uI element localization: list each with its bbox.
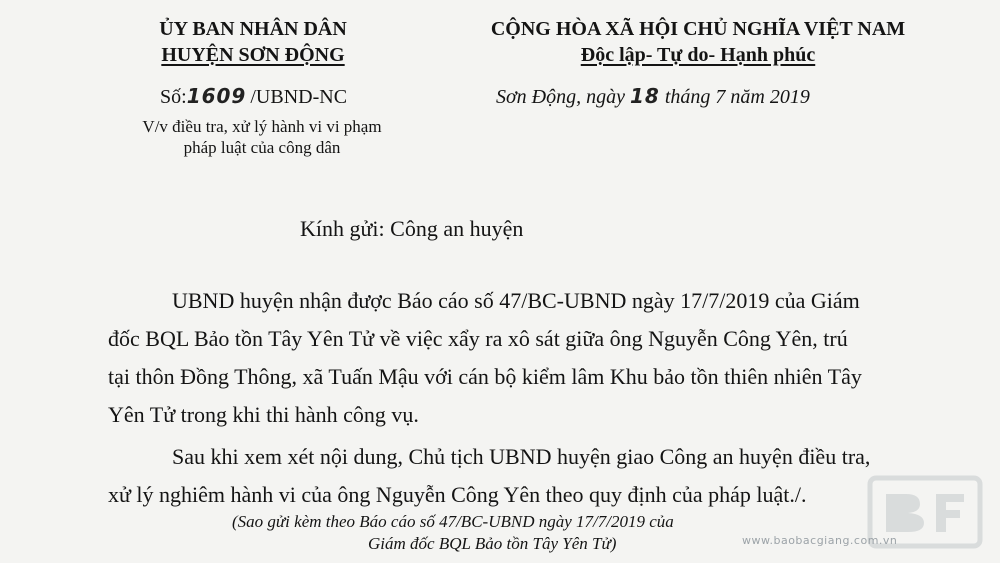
place-and-date: [496, 84, 810, 109]
watermark-url: www.baobacgiang.com.vn: [742, 534, 898, 547]
district-name-text: HUYỆN SƠN ĐỘNG: [161, 44, 345, 66]
paragraph-1-line: Yên Tử trong khi thi hành công vụ.: [108, 402, 419, 427]
body-paragraph-2: [108, 438, 946, 514]
doc-number-suffix: /UBND-NC: [250, 86, 348, 108]
enclosure-note-line-1: (Sao gửi kèm theo Báo cáo số 47/BC-UBND ngày 17/7/2019 của: [232, 512, 674, 531]
date-suffix: tháng 7 năm 2019: [664, 86, 810, 108]
enclosure-note-line-2: Giám đốc BQL Bảo tồn Tây Yên Tử): [368, 534, 617, 553]
national-motto: [428, 44, 968, 67]
date-day-handwritten: 18: [630, 84, 660, 108]
body-paragraph-1: [108, 282, 946, 434]
paragraph-1-line: UBND huyện nhận được Báo cáo số 47/BC-UBND ngày 17/7/2019 của Giám: [172, 288, 860, 313]
doc-number-handwritten: 1609: [186, 84, 247, 108]
district-name: [118, 44, 388, 67]
recipient: Kính gửi: Công an huyện: [300, 216, 524, 241]
paragraph-2-line: Sau khi xem xét nội dung, Chủ tịch UBND huyện giao Công an huyện điều tra,: [172, 444, 871, 469]
document-number: [160, 84, 347, 109]
republic-title: CỘNG HÒA XÃ HỘI CHỦ NGHĨA VIỆT NAM: [490, 18, 906, 40]
date-prefix: Sơn Động, ngày: [496, 86, 625, 108]
paragraph-1-line: tại thôn Đồng Thông, xã Tuấn Mậu với cán bộ kiểm lâm Khu bảo tồn thiên nhiên Tây: [108, 364, 862, 389]
paragraph-2-line: xử lý nghiêm hành vi của ông Nguyễn Công Yên theo quy định của pháp luật./.: [108, 482, 807, 507]
paragraph-1-line: đốc BQL Bảo tồn Tây Yên Tử về việc xẩy ra xô sát giữa ông Nguyễn Công Yên, trú: [108, 326, 848, 351]
subject-line-2: pháp luật của công dân: [183, 138, 341, 157]
national-motto-text: Độc lập- Tự do- Hạnh phúc: [580, 44, 816, 66]
doc-number-prefix: Số:: [160, 86, 187, 108]
subject-line-1: V/v điều tra, xử lý hành vi vi phạm: [142, 117, 382, 136]
agency-name: ỦY BAN NHÂN DÂN: [159, 18, 347, 40]
